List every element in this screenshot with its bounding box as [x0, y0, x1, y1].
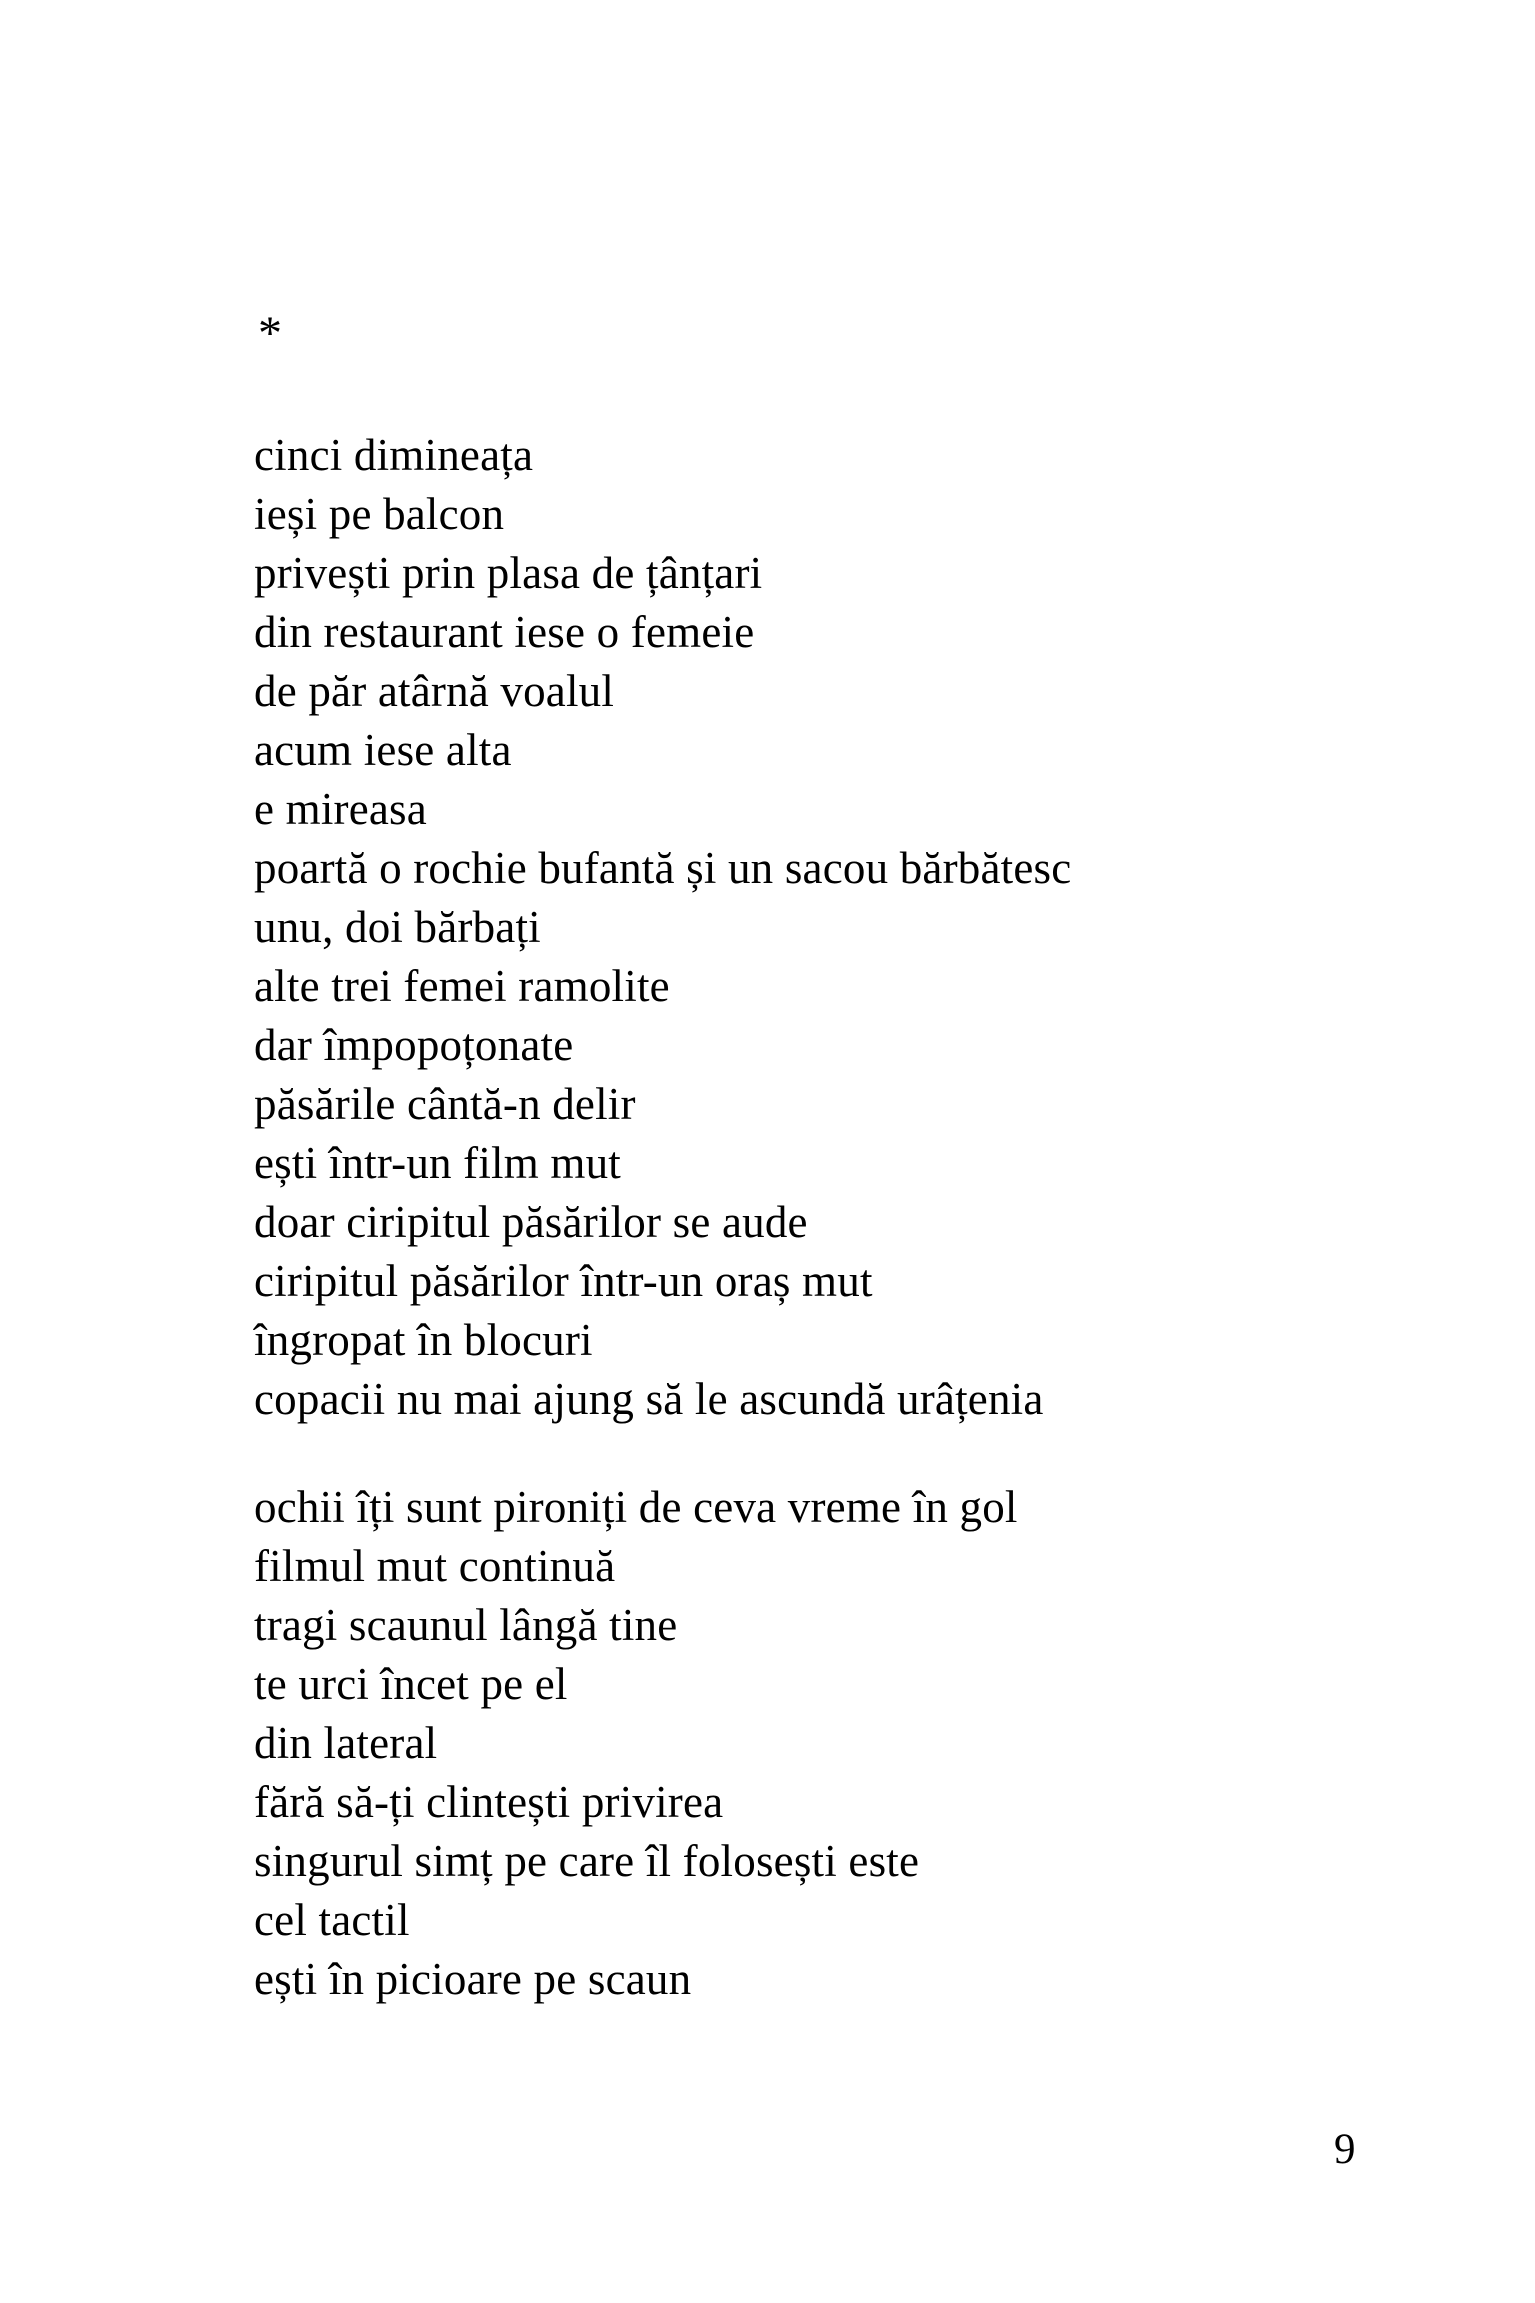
poem-stanza — [254, 426, 1071, 1429]
poem-line: fără să-ți clintești privirea — [254, 1777, 724, 1827]
poem-stanza — [254, 1478, 1071, 2009]
poem — [254, 426, 1071, 2009]
poem-line: păsările cântă-n delir — [254, 1079, 636, 1129]
poem-line: ciripitul păsărilor într-un oraș mut — [254, 1256, 873, 1306]
poem-line: doar ciripitul păsărilor se aude — [254, 1197, 808, 1247]
poem-line: privești prin plasa de țânțari — [254, 548, 763, 598]
poem-line: din restaurant iese o femeie — [254, 607, 755, 657]
poem-line: acum iese alta — [254, 725, 512, 775]
poem-line: alte trei femei ramolite — [254, 961, 670, 1011]
poem-line: ochii îți sunt pironiți de ceva vreme în gol — [254, 1482, 1018, 1532]
poem-line: copacii nu mai ajung să le ascundă urâțenia — [254, 1374, 1044, 1424]
poem-line: te urci încet pe el — [254, 1659, 568, 1709]
poem-line: cinci dimineața — [254, 430, 534, 480]
poem-line: tragi scaunul lângă tine — [254, 1600, 678, 1650]
poem-line: îngropat în blocuri — [254, 1315, 593, 1365]
poem-line: cel tactil — [254, 1895, 410, 1945]
poem-line: e mireasa — [254, 784, 427, 834]
poem-line: ești într-un film mut — [254, 1138, 622, 1188]
poem-line: din lateral — [254, 1718, 438, 1768]
poem-line: ești în picioare pe scaun — [254, 1954, 692, 2004]
poem-line: singurul simț pe care îl folosești este — [254, 1836, 920, 1886]
poem-line: poartă o rochie bufantă și un sacou bărbătesc — [254, 843, 1072, 893]
page-number: 9 — [1334, 2126, 1356, 2173]
section-marker: * — [258, 307, 282, 360]
poem-line: de păr atârnă voalul — [254, 666, 615, 716]
poem-line: dar împopoțonate — [254, 1020, 574, 1070]
poem-line: unu, doi bărbați — [254, 902, 541, 952]
poem-line: filmul mut continuă — [254, 1541, 616, 1591]
poem-line: ieși pe balcon — [254, 489, 505, 539]
